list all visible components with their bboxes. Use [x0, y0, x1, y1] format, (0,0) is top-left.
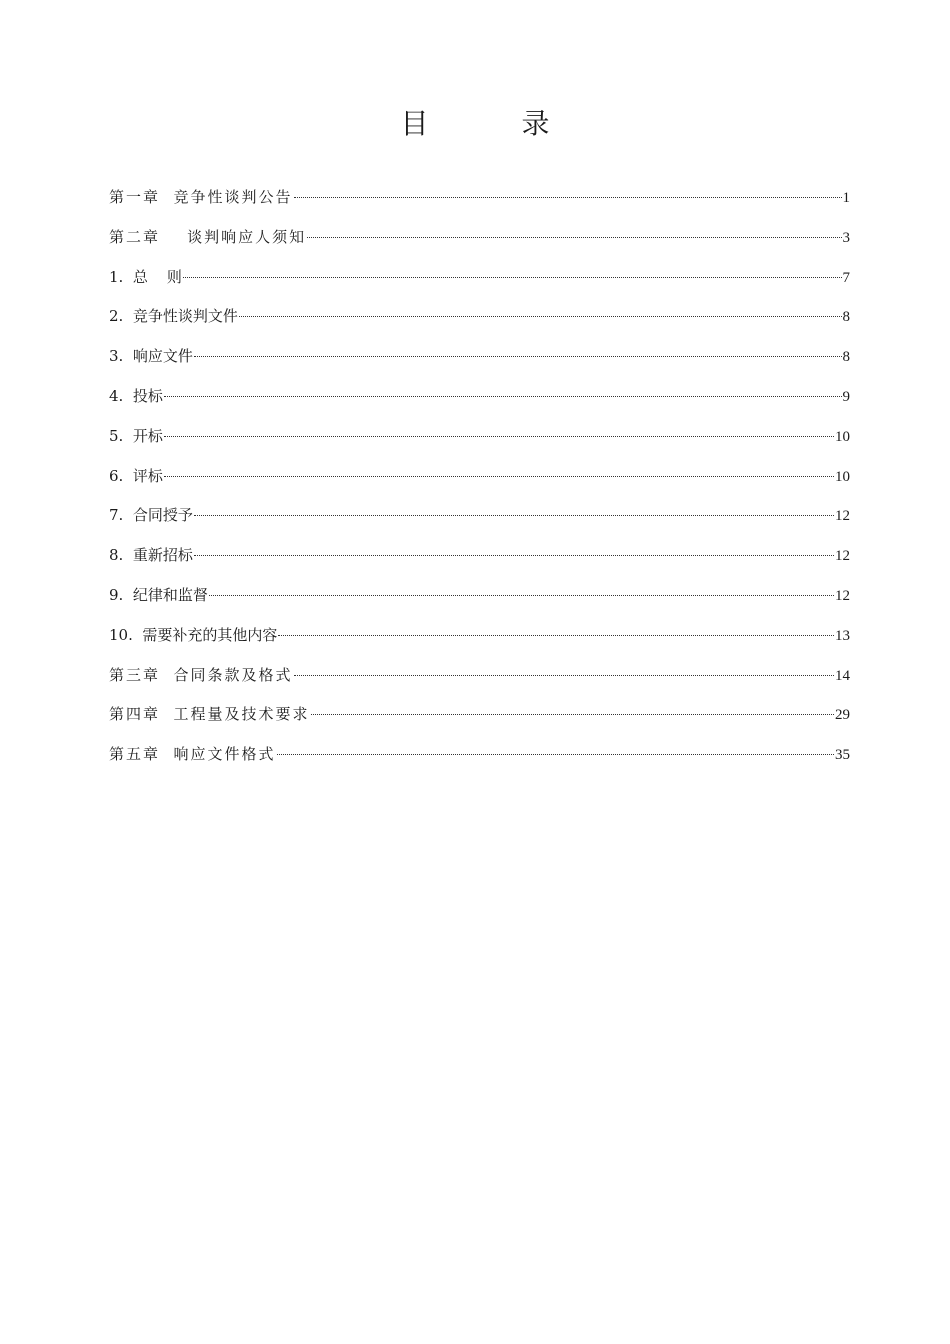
dot-leader [239, 316, 842, 317]
toc-entry-page-number: 8 [842, 349, 850, 366]
toc-entry-page-number: 13 [835, 627, 850, 644]
toc-entry-label: 3. 响应文件 [109, 347, 193, 366]
toc-entry-label: 第四章 工程量及技术要求 [109, 705, 310, 724]
toc-entry-label: 9. 纪律和监督 [109, 585, 208, 604]
toc-entry-label: 第五章 响应文件格式 [109, 745, 276, 764]
dot-leader [164, 436, 834, 437]
toc-entry-label: 7. 合同授予 [109, 506, 193, 525]
toc-entry-page-number: 3 [842, 229, 850, 246]
toc-entry-chapter-2[interactable] [109, 222, 850, 262]
dot-leader [183, 277, 842, 278]
toc-entry-chapter-5[interactable] [109, 739, 850, 779]
toc-entry-page-number: 29 [835, 707, 850, 724]
dot-leader [311, 714, 834, 715]
toc-list [109, 182, 850, 779]
dot-leader [209, 595, 834, 596]
toc-entry-section-9[interactable] [109, 580, 850, 620]
toc-entry-label: 5. 开标 [109, 426, 163, 445]
toc-entry-chapter-3[interactable] [109, 660, 850, 700]
toc-entry-section-5[interactable] [109, 421, 850, 461]
dot-leader [194, 515, 834, 516]
toc-entry-label: 6. 评标 [109, 466, 163, 485]
toc-entry-section-4[interactable] [109, 381, 850, 421]
toc-entry-page-number: 10 [835, 428, 850, 445]
toc-entry-label: 第一章 竞争性谈判公告 [109, 188, 293, 206]
dot-leader [194, 555, 834, 556]
toc-entry-section-8[interactable] [109, 540, 850, 580]
toc-entry-section-2[interactable] [109, 301, 850, 341]
toc-entry-section-3[interactable] [109, 341, 850, 381]
dot-leader [194, 356, 842, 357]
toc-entry-page-number: 7 [842, 269, 850, 286]
toc-entry-section-10[interactable] [109, 620, 850, 660]
toc-entry-label: 第二章 谈判响应人须知 [109, 227, 307, 246]
toc-entry-label: 10. 需要补充的其他内容 [109, 625, 278, 644]
toc-title: 目 录 [400, 107, 592, 140]
dot-leader [278, 635, 834, 636]
toc-entry-section-1[interactable] [109, 262, 850, 302]
toc-entry-label: 2. 竞争性谈判文件 [109, 307, 238, 326]
toc-entry-label: 4. 投标 [109, 386, 163, 405]
dot-leader [164, 396, 842, 397]
toc-entry-label: 8. 重新招标 [109, 546, 193, 565]
toc-entry-label: 第三章 合同条款及格式 [109, 665, 293, 684]
toc-entry-page-number: 8 [842, 309, 850, 326]
toc-entry-page-number: 35 [835, 747, 850, 764]
toc-entry-page-number: 14 [835, 667, 850, 684]
toc-entry-page-number: 12 [835, 587, 850, 604]
dot-leader [294, 197, 842, 198]
toc-entry-page-number: 1 [842, 190, 850, 206]
dot-leader [277, 754, 834, 755]
toc-entry-page-number: 12 [835, 508, 850, 525]
toc-entry-page-number: 9 [842, 388, 850, 405]
toc-entry-label: 1. 总 则 [109, 267, 182, 286]
dot-leader [307, 237, 841, 238]
toc-entry-section-6[interactable] [109, 461, 850, 501]
toc-entry-page-number: 12 [835, 548, 850, 565]
dot-leader [294, 675, 834, 676]
toc-entry-chapter-4[interactable] [109, 699, 850, 739]
toc-entry-section-7[interactable] [109, 500, 850, 540]
toc-entry-page-number: 10 [835, 468, 850, 485]
toc-entry-chapter-1[interactable] [109, 182, 850, 222]
dot-leader [164, 476, 834, 477]
